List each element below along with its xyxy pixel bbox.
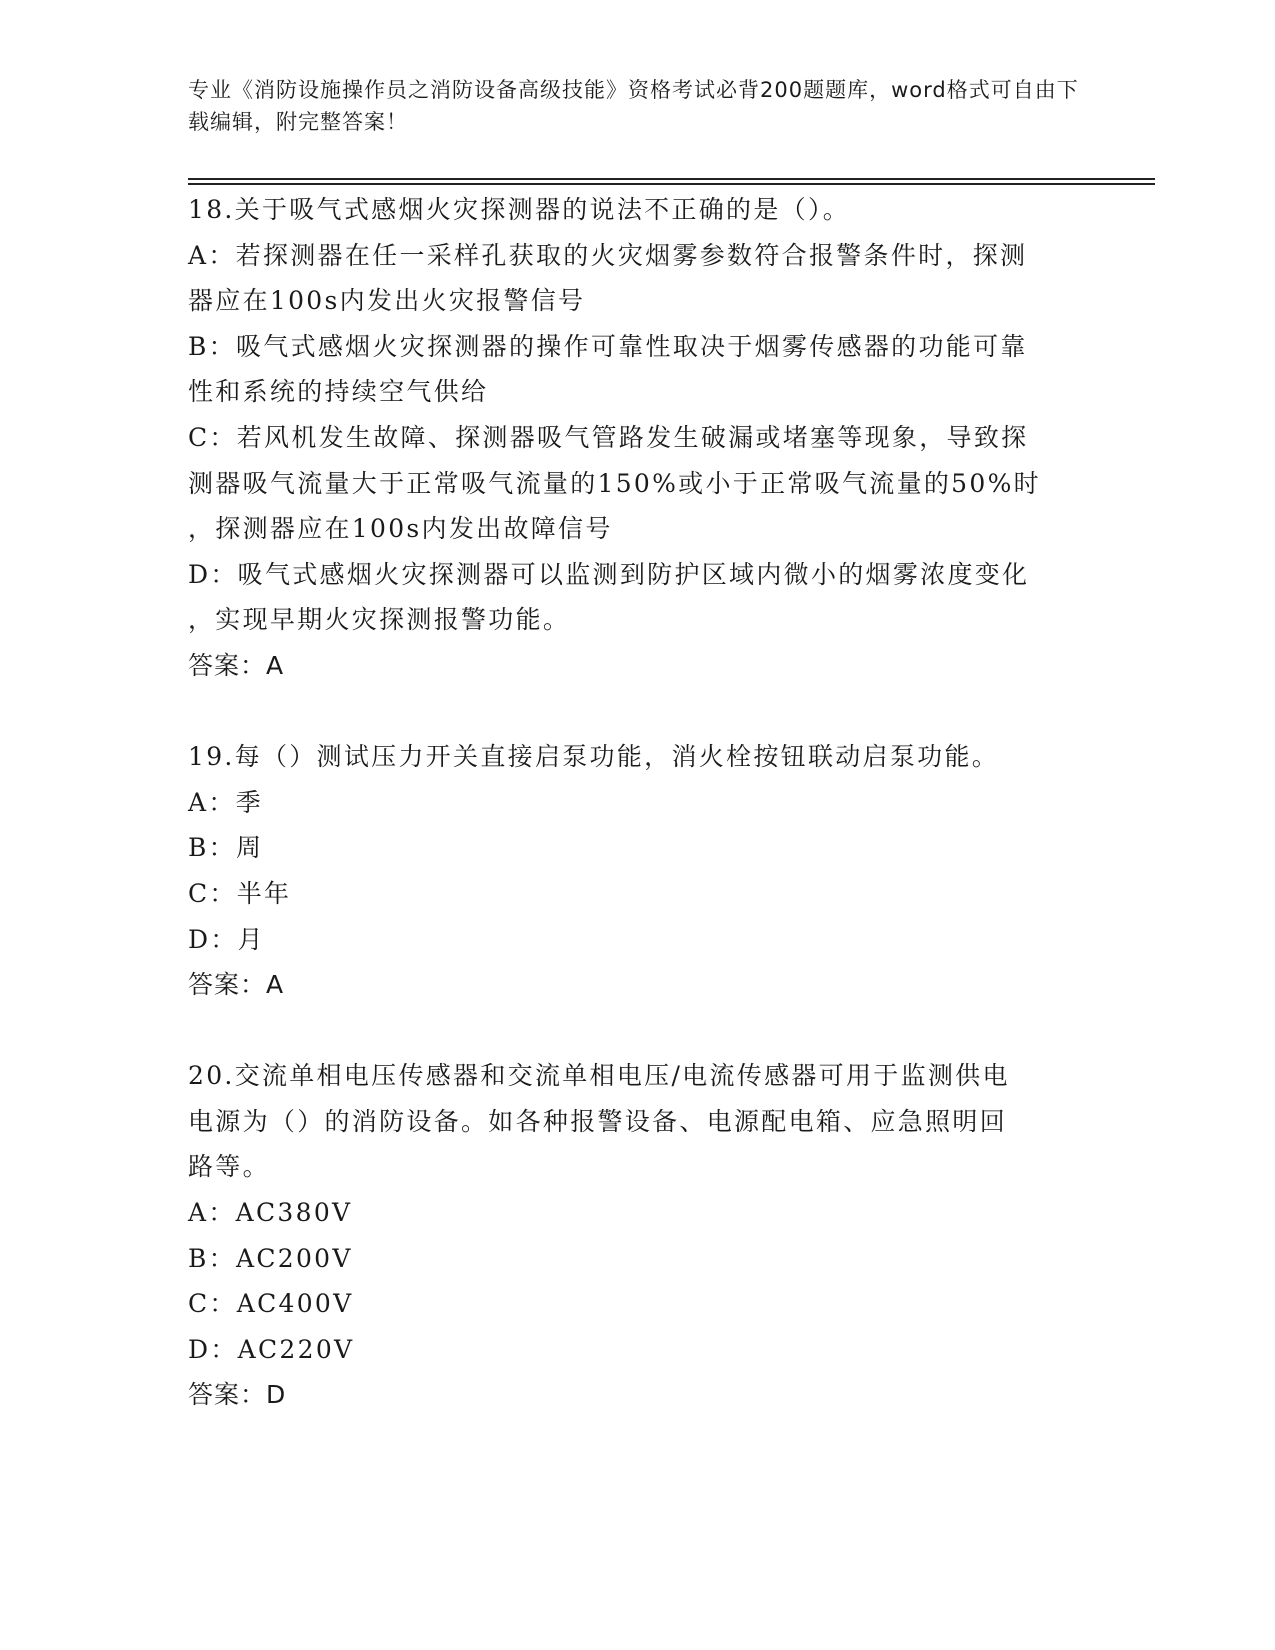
option-b: [188, 324, 1088, 415]
answer-label: 答案：A: [188, 970, 285, 1000]
option-b: B：AC200V: [188, 1243, 353, 1273]
question-20: [188, 1053, 1088, 1418]
option-line: B：吸气式感烟火灾探测器的操作可靠性取决于烟雾传感器的功能可靠: [188, 331, 1028, 361]
option-c: C：AC400V: [188, 1289, 354, 1319]
option-d: [188, 552, 1088, 643]
option-d: D：AC220V: [188, 1334, 355, 1364]
answer-label: 答案：A: [188, 650, 285, 680]
question-stem: 电源为（）的消防设备。如各种报警设备、电源配电箱、应急照明回: [188, 1106, 1008, 1136]
answer-label: 答案：D: [188, 1380, 287, 1410]
option-line: A：若探测器在任一采样孔获取的火灾烟雾参数符合报警条件时，探测: [188, 240, 1028, 270]
option-line: 测器吸气流量大于正常吸气流量的150%或小于正常吸气流量的50%时: [188, 468, 1041, 498]
question-18: [188, 187, 1088, 689]
question-stem: 路等。: [188, 1152, 270, 1182]
option-line: 性和系统的持续空气供给: [188, 377, 489, 407]
option-c: C：半年: [188, 878, 292, 908]
option-a: A：季: [188, 787, 263, 817]
header-divider-bottom: [188, 183, 1155, 185]
option-line: ，实现早期火灾探测报警功能。: [188, 605, 571, 635]
option-d: D：月: [188, 924, 265, 954]
option-line: D：吸气式感烟火灾探测器可以监测到防护区域内微小的烟雾浓度变化: [188, 559, 1030, 589]
option-a: [188, 233, 1088, 324]
question-stem: 19.每（）测试压力开关直接启泵功能，消火栓按钮联动启泵功能。: [188, 742, 1000, 772]
option-line: ，探测器应在100s内发出故障信号: [188, 514, 613, 544]
option-b: B：周: [188, 833, 264, 863]
question-stem: 20.交流单相电压传感器和交流单相电压/电流传感器可用于监测供电: [188, 1061, 1010, 1091]
option-line: 器应在100s内发出火灾报警信号: [188, 286, 586, 316]
question-19: [188, 734, 1088, 1008]
option-line: C：若风机发生故障、探测器吸气管路发生破漏或堵塞等现象，导致探: [188, 422, 1029, 452]
question-gap: [188, 1008, 1088, 1054]
header-divider-top: [188, 178, 1155, 180]
question-stem: 18.关于吸气式感烟火灾探测器的说法不正确的是（）。: [188, 195, 851, 224]
option-a: A：AC380V: [188, 1198, 353, 1228]
question-list: [188, 187, 1088, 1418]
option-c: [188, 415, 1088, 552]
question-gap: [188, 689, 1088, 735]
document-header: 专业《消防设施操作员之消防设备高级技能》资格考试必背200题题库，word格式可自由下载编辑，附完整答案！: [188, 78, 1079, 134]
